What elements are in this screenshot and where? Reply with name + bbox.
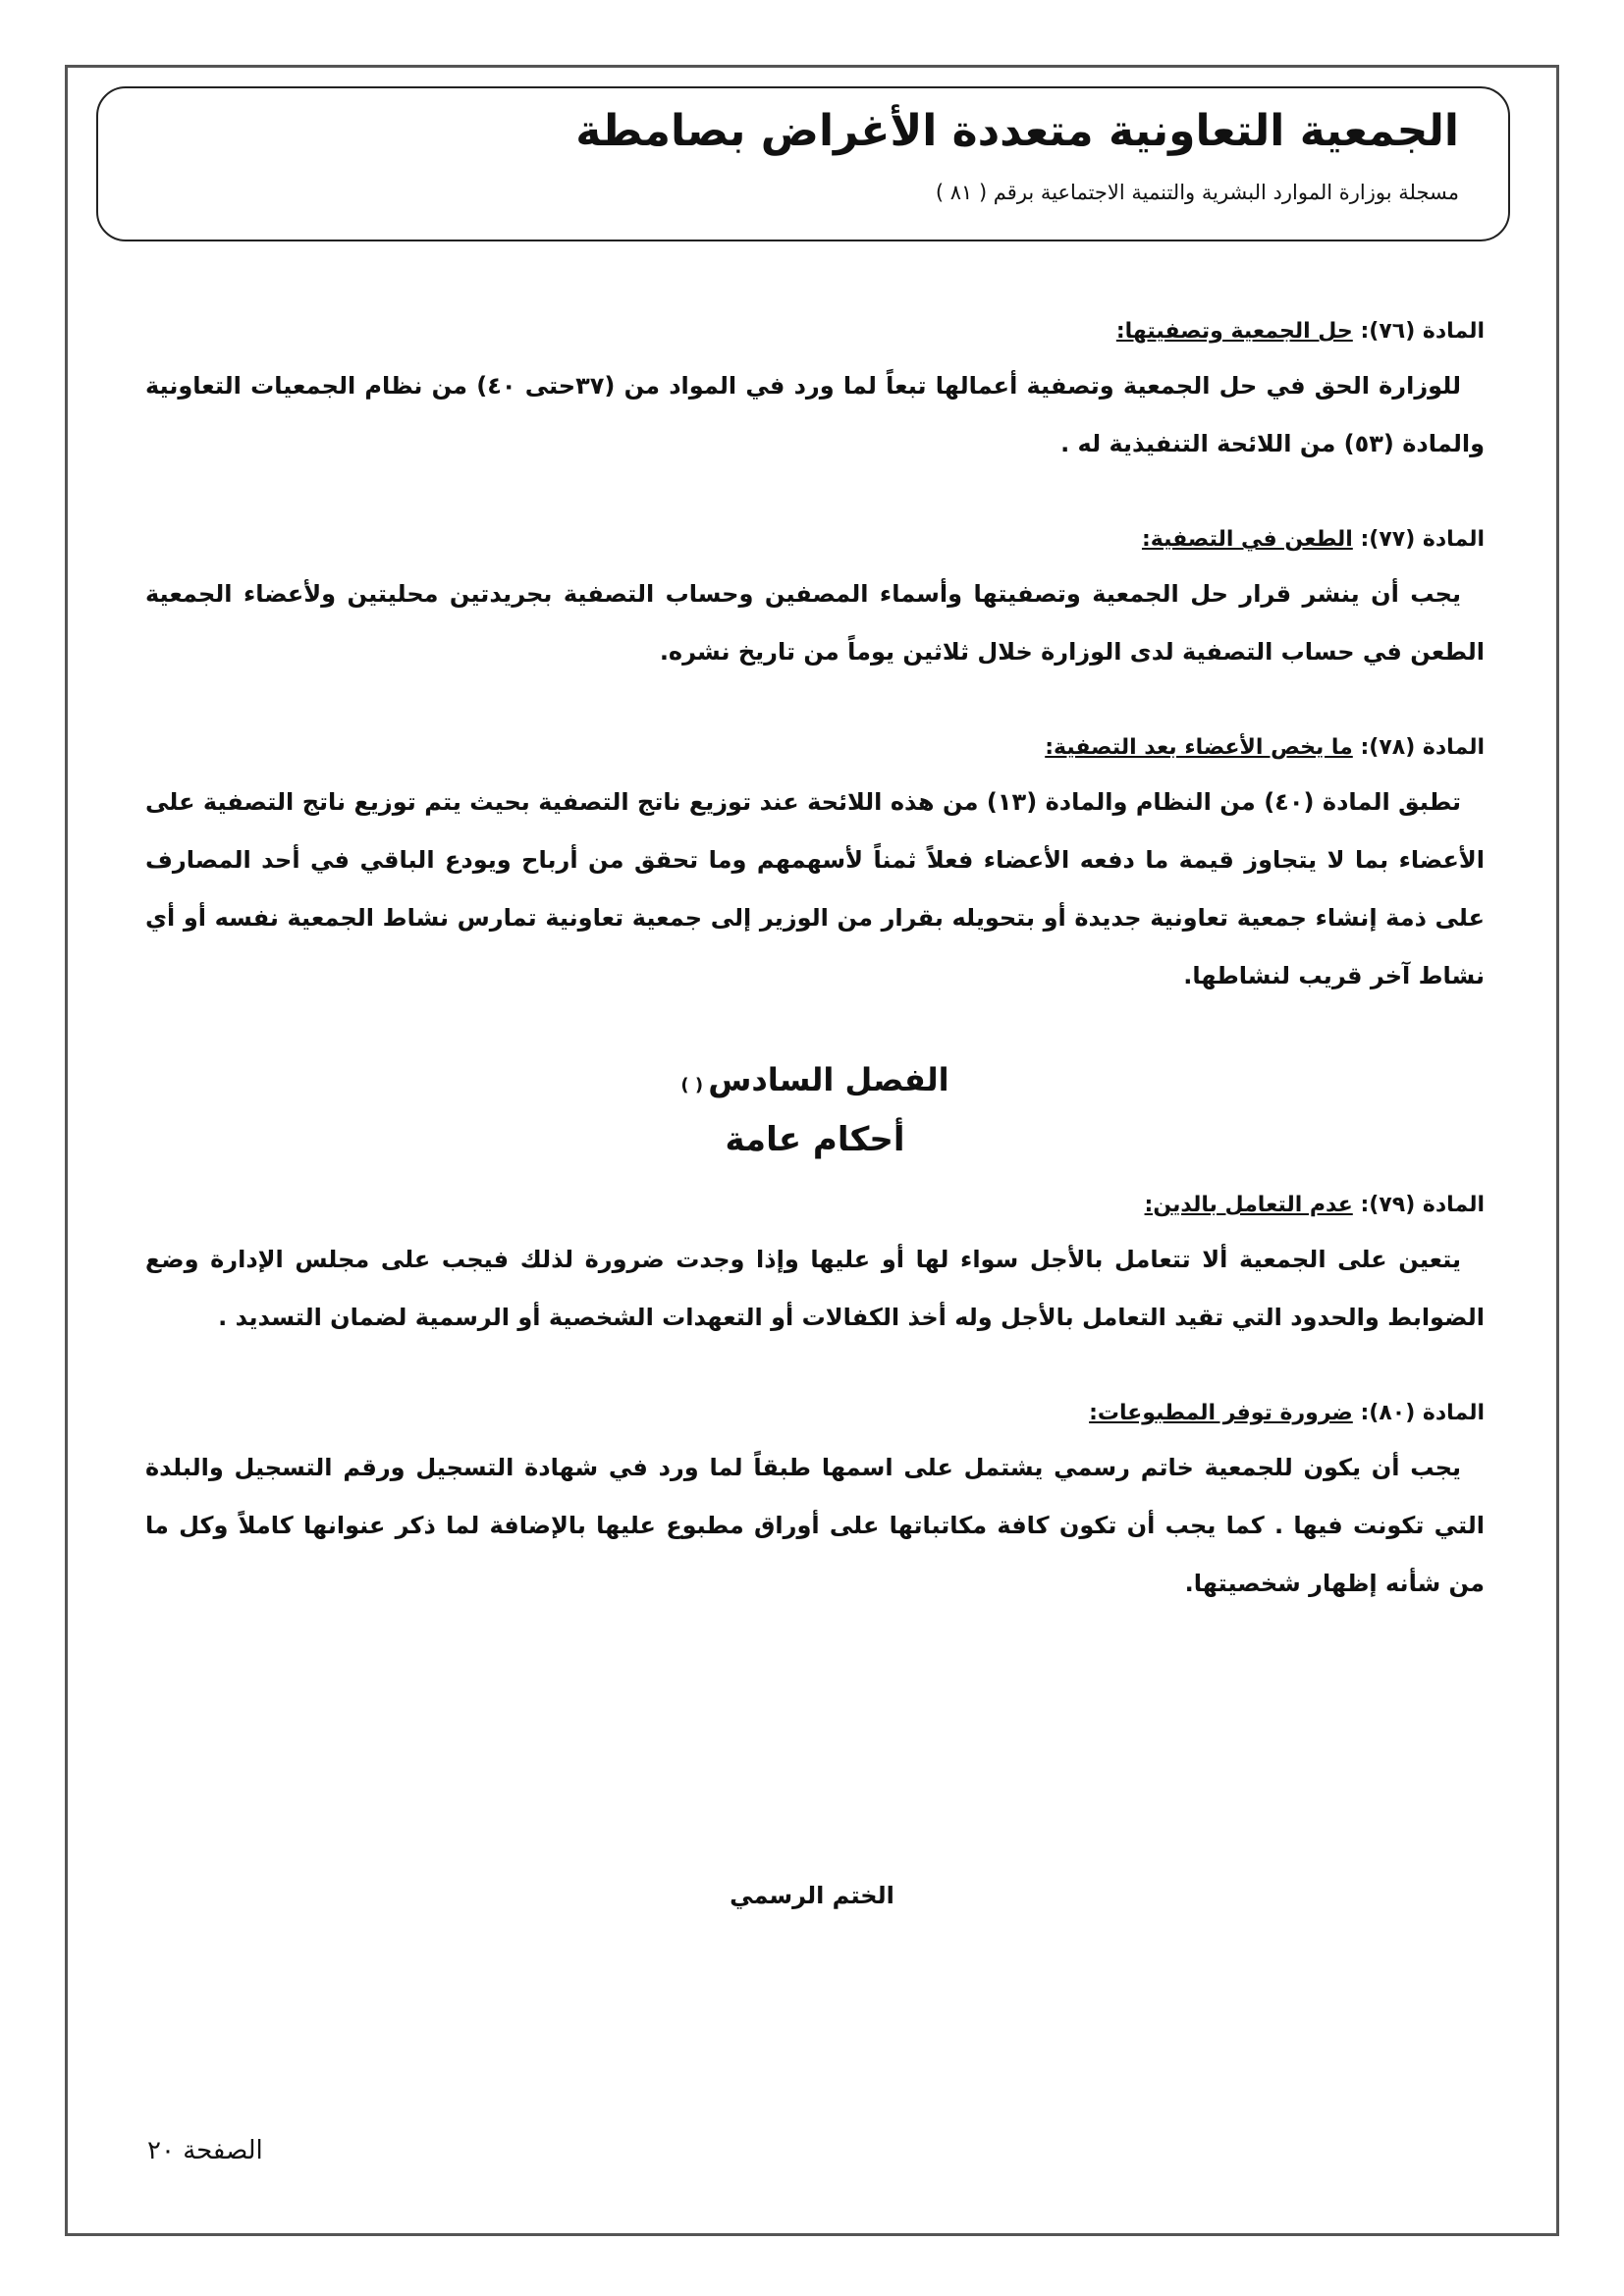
- article-80: [145, 1394, 1485, 1613]
- chapter-heading: [145, 1052, 1485, 1172]
- article-78: [145, 728, 1485, 1005]
- article-title: عدم التعامل بالدين:: [1144, 1193, 1353, 1217]
- article-number: المادة (٧٧):: [1360, 527, 1485, 552]
- document-header: [96, 86, 1510, 241]
- registration-line: مسجلة بوزارة الموارد البشرية والتنمية الاجتماعية برقم ( ٨١ ): [935, 181, 1459, 204]
- article-text: تطبق المادة (٤٠) من النظام والمادة (١٣) من هذه اللائحة عند توزيع ناتج التصفية بحيث يتم توزيع ناتج التصفية على الأعضاء بما لا يتجاوز قيمة ما دفعه الأعضاء فعلاً ثمناً لأسهمهم وما تحقق من أرباح ويودع الباقي في أحد المصارف على ذمة إنشاء جمعية تعاونية جديدة أو بتحويله بقرار من الوزير إلى جمعية تعاونية تمارس نشاط الجمعية نفسه أو أي نشاط آخر قريب لنشاطها.: [145, 788, 1485, 989]
- article-title: الطعن في التصفية:: [1141, 527, 1353, 552]
- article-heading: [145, 728, 1485, 768]
- chapter-paren: ( ): [680, 1075, 704, 1095]
- article-heading: [145, 1186, 1485, 1225]
- article-text: يجب أن ينشر قرار حل الجمعية وتصفيتها وأسماء المصفين وحساب التصفية بجريدتين محليتين ولأعضاء الجمعية الطعن في حساب التصفية لدى الوزارة خلال ثلاثين يوماً من تاريخ نشره.: [145, 580, 1485, 666]
- page-number: الصفحة ٢٠: [147, 2136, 263, 2165]
- article-77: [145, 520, 1485, 681]
- article-text: للوزارة الحق في حل الجمعية وتصفية أعمالها تبعاً لما ورد في المواد من (٣٧حتى ٤٠) من نظام الجمعيات التعاونية والمادة (٥٣) من اللائحة التنفيذية له .: [145, 372, 1485, 457]
- article-79: [145, 1186, 1485, 1347]
- article-heading: [145, 1394, 1485, 1433]
- article-number: المادة (٧٩):: [1360, 1193, 1485, 1217]
- organization-name: الجمعية التعاونية متعددة الأغراض بصامطة: [575, 106, 1459, 156]
- official-seal-label: الختم الرسمي: [730, 1882, 894, 1909]
- article-title: ما يخص الأعضاء بعد التصفية:: [1045, 735, 1353, 760]
- article-text: يجب أن يكون للجمعية خاتم رسمي يشتمل على اسمها طبقاً لما ورد في شهادة التسجيل ورقم التسجيل والبلدة التي تكونت فيها . كما يجب أن تكون كافة مكاتباتها على أوراق مطبوع عليها بالإضافة لما ذكر عنوانها كاملاً وكل ما من شأنه إظهار شخصيتها.: [145, 1454, 1485, 1597]
- article-title: ضرورة توفر المطبوعات:: [1089, 1401, 1353, 1425]
- article-title: حل الجمعية وتصفيتها:: [1115, 319, 1353, 344]
- article-heading: [145, 520, 1485, 560]
- document-body: [145, 312, 1485, 1660]
- article-76: [145, 312, 1485, 473]
- chapter-label: الفصل السادس: [708, 1061, 949, 1098]
- chapter-title: أحكام عامة: [725, 1120, 905, 1159]
- article-number: المادة (٧٦):: [1360, 319, 1485, 344]
- article-heading: [145, 312, 1485, 351]
- article-text: يتعين على الجمعية ألا تتعامل بالأجل سواء لها أو عليها وإذا وجدت ضرورة لذلك فيجب على مجلس الإدارة وضع الضوابط والحدود التي تقيد التعامل بالأجل وله أخذ الكفالات أو التعهدات الشخصية أو الرسمية لضمان التسديد .: [145, 1246, 1485, 1331]
- article-number: المادة (٧٨):: [1360, 735, 1485, 760]
- chapter-label-line: [145, 1052, 1485, 1107]
- article-number: المادة (٨٠):: [1360, 1401, 1485, 1425]
